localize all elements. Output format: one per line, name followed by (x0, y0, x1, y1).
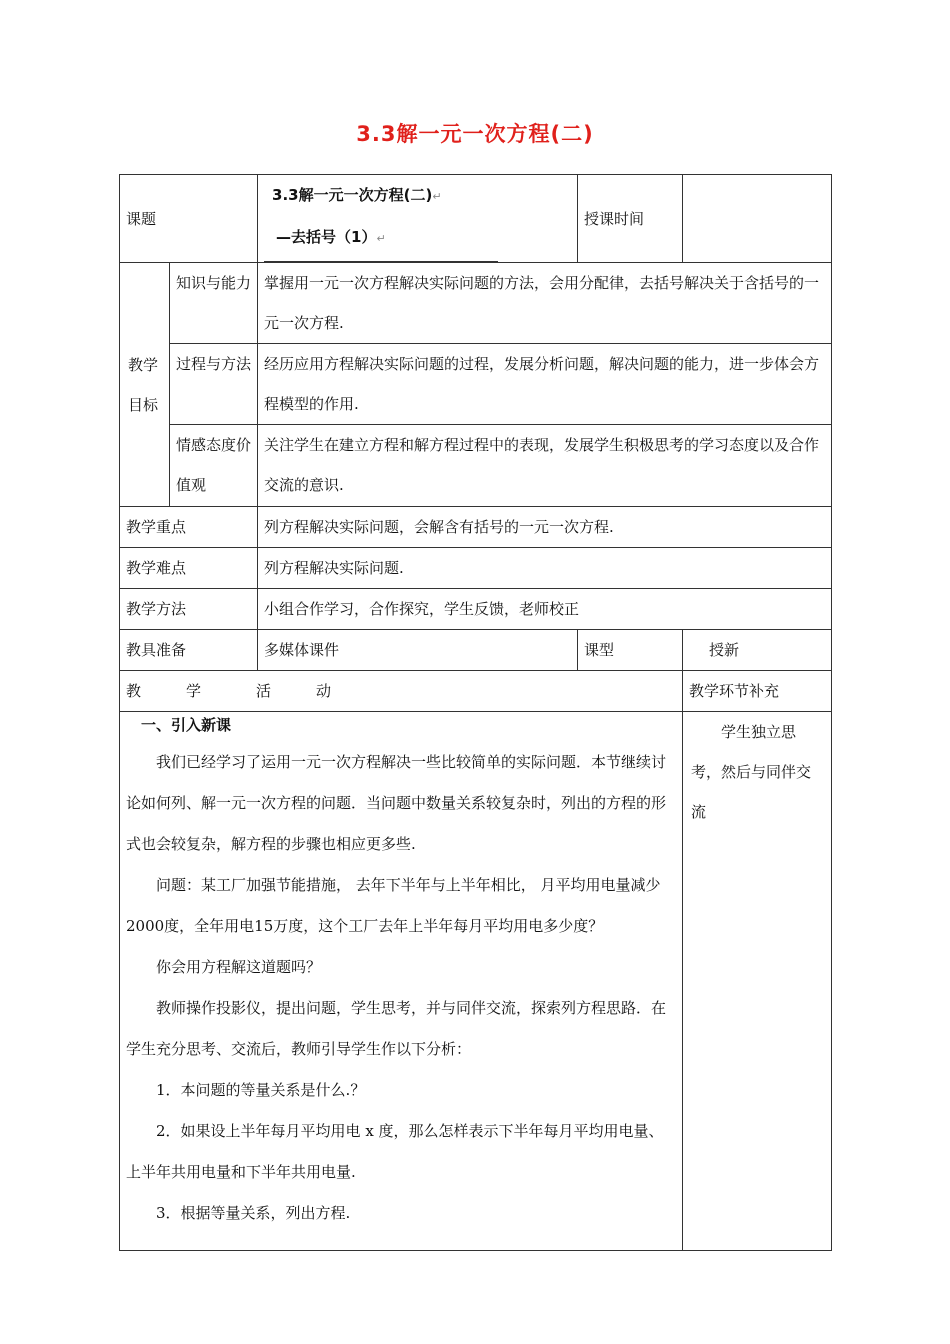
tools-value: 多媒体课件 (258, 630, 578, 671)
supplement-label: 教学环节补充 (683, 671, 832, 712)
goal-text-knowledge: 掌握用一元一次方程解决实际问题的方法，会用分配律，去括号解决关于含括号的一元一次方程. (258, 263, 832, 344)
key-points-value: 列方程解决实际问题，会解含有括号的一元一次方程. (258, 507, 832, 548)
goal-label-process: 过程与方法 (170, 344, 258, 425)
goal-label-attitude: 情感态度价值观 (170, 425, 258, 507)
teach-time-value (683, 175, 832, 263)
section-heading: 一、引入新课 (141, 716, 232, 734)
activity-char: 教 (126, 682, 142, 700)
difficulties-label: 教学难点 (120, 548, 258, 589)
topic-line1: 3.3解一元一次方程(二) (272, 186, 433, 204)
teach-time-label: 授课时间 (578, 175, 683, 263)
goals-label: 教学目标 (120, 263, 170, 507)
return-mark-icon: ↵ (432, 190, 442, 203)
page-title: 3.3解一元一次方程(二) (356, 122, 594, 146)
difficulties-value: 列方程解决实际问题. (258, 548, 832, 589)
goal-label-knowledge: 知识与能力 (170, 263, 258, 344)
activity-char: 动 (316, 682, 332, 700)
activity-header (120, 671, 683, 712)
tools-label: 教具准备 (120, 630, 258, 671)
lesson-plan-table (119, 174, 832, 1251)
activity-paragraph: 问题：某工厂加强节能措施， 去年下半年与上半年相比， 月平均用电量减少2000度，全年用电15万度，这个工厂去年上半年每月平均用电多少度？ (126, 876, 661, 935)
activity-content (120, 712, 683, 1251)
return-mark-icon: ↵ (376, 232, 386, 245)
activity-paragraph: 2．如果设上半年每月平均用电 x 度，那么怎样表示下半年每月平均用电量、上半年共用电量和下半年共用电量. (126, 1122, 664, 1181)
goal-text-process: 经历应用方程解决实际问题的过程，发展分析问题，解决问题的能力，进一步体会方程模型的作用. (258, 344, 832, 425)
activity-paragraph: 1．本问题的等量关系是什么.？ (156, 1081, 366, 1099)
activity-char: 学 (186, 682, 202, 700)
activity-paragraph: 我们已经学习了运用一元一次方程解决一些比较简单的实际问题．本节继续讨论如何列、解一元一次方程的问题．当问题中数量关系较复杂时，列出的方程的形式也会较复杂，解方程的步骤也相应更多些. (126, 753, 667, 853)
lesson-type-value: 授新 (683, 630, 832, 671)
methods-value: 小组合作学习，合作探究，学生反馈，老师校正 (258, 589, 832, 630)
topic-value (258, 175, 578, 263)
methods-label: 教学方法 (120, 589, 258, 630)
activity-char: 活 (256, 682, 272, 700)
topic-label: 课题 (120, 175, 258, 263)
lesson-type-label: 课型 (578, 630, 683, 671)
side-note: 学生独立思考，然后与同伴交流 (683, 712, 832, 1251)
key-points-label: 教学重点 (120, 507, 258, 548)
topic-line2: —去括号（1） (276, 228, 377, 246)
activity-paragraph: 3．根据等量关系，列出方程. (156, 1204, 351, 1222)
activity-paragraph: 教师操作投影仪，提出问题，学生思考，并与同伴交流，探索列方程思路．在学生充分思考、交流后，教师引导学生作以下分析： (126, 999, 667, 1058)
activity-paragraph: 你会用方程解这道题吗？ (156, 958, 322, 976)
goal-text-attitude: 关注学生在建立方程和解方程过程中的表现，发展学生积极思考的学习态度以及合作交流的意识. (258, 425, 832, 507)
